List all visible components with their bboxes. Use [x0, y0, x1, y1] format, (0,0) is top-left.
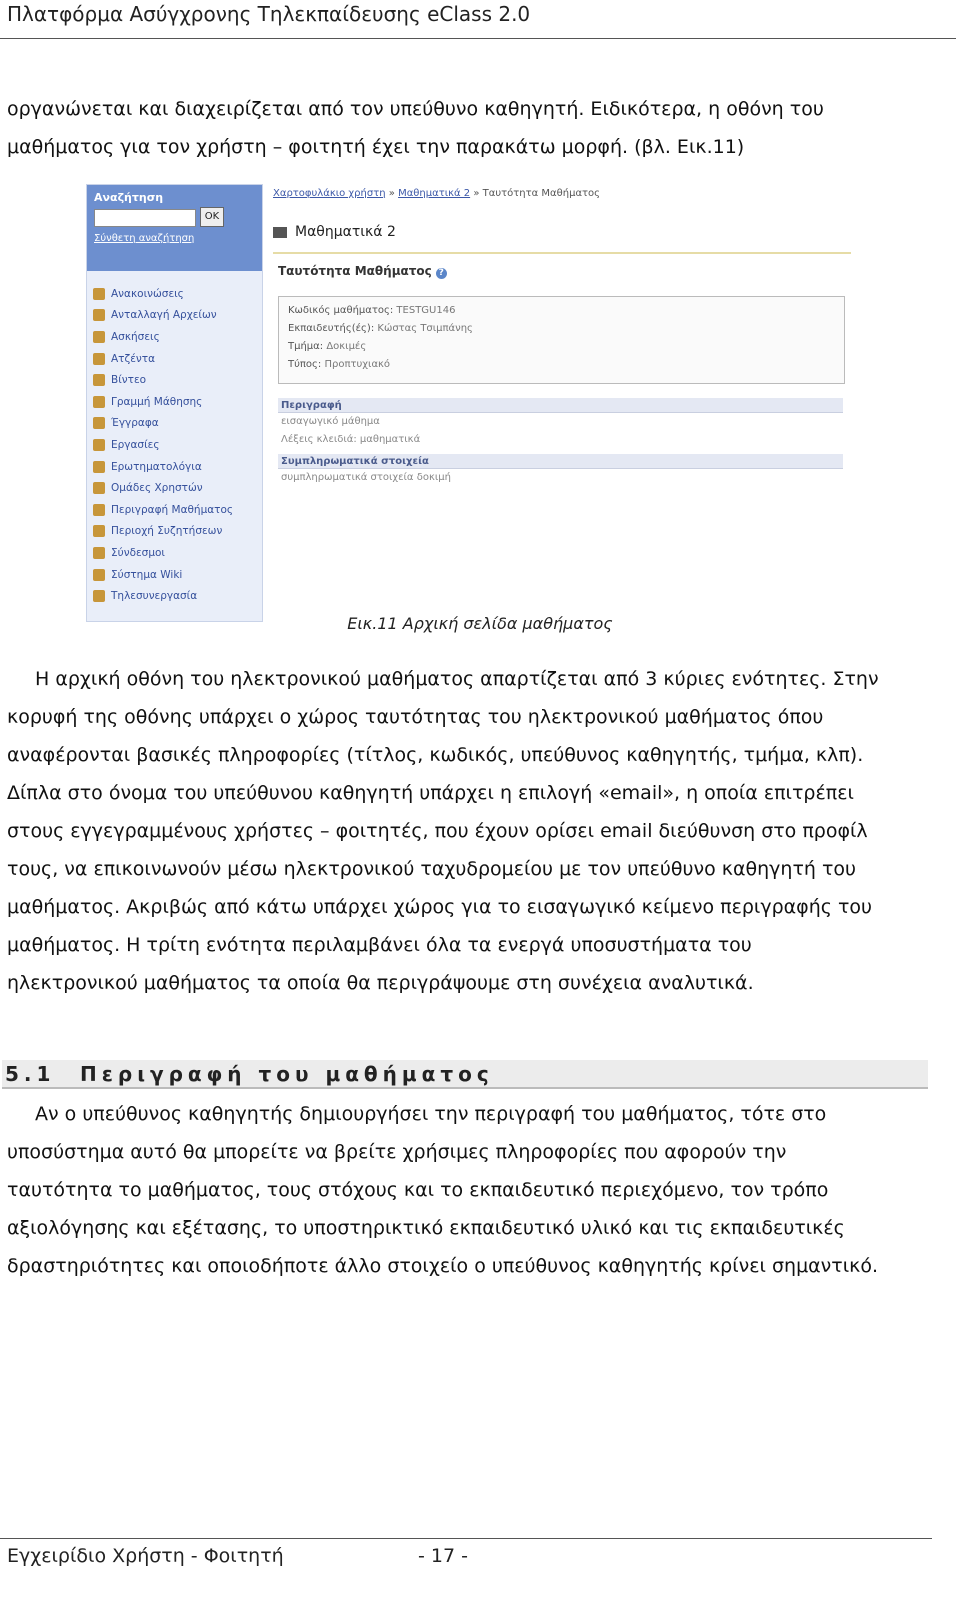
sidebar-item-label: Βίντεο	[111, 374, 147, 387]
course-main	[273, 184, 873, 620]
body-paragraph	[7, 660, 953, 1002]
forum-icon	[93, 525, 105, 537]
footer-title: Εγχειρίδιο Χρήστη - Φοιτητή	[7, 1545, 284, 1567]
sidebar-item-label: Ανταλλαγή Αρχείων	[111, 309, 217, 322]
intro-paragraph	[7, 90, 953, 166]
sidebar-item[interactable]	[93, 283, 233, 305]
body-line: μαθήματος. Ακριβώς από κάτω υπάρχει χώρος για το εισαγωγικό κείμενο περιγραφής του	[7, 896, 873, 918]
video-icon	[93, 374, 105, 386]
body-line: τους, να επικοινωνούν μέσω ηλεκτρονικού ταχυδρομείου με τον υπεύθυνο καθηγητή του	[7, 858, 857, 880]
breadcrumb-course[interactable]: Μαθηματικά 2	[398, 188, 471, 199]
page-number: - 17 -	[418, 1545, 468, 1567]
sidebar-item[interactable]	[93, 477, 233, 499]
sidebar-item[interactable]	[93, 413, 233, 435]
folder-exchange-icon	[93, 309, 105, 321]
body-line: ταυτότητα το μαθήματος, τους στόχους και το εκπαιδευτικό περιεχόμενο, τον τρόπο	[7, 1179, 829, 1201]
identity-heading	[278, 264, 447, 279]
sidebar-item-label: Τηλεσυνεργασία	[111, 590, 198, 603]
sidebar	[86, 184, 263, 622]
body-line: Η αρχική οθόνη του ηλεκτρονικού μαθήματος απαρτίζεται από 3 κύριες ενότητες. Στην	[35, 668, 879, 690]
search-title: Αναζήτηση	[94, 191, 164, 204]
breadcrumb-current: Ταυτότητα Μαθήματος	[482, 188, 601, 199]
breadcrumb	[273, 188, 600, 199]
course-title	[273, 224, 396, 240]
links-icon	[93, 547, 105, 559]
sidebar-item[interactable]	[93, 456, 233, 478]
teleconference-icon	[93, 590, 105, 602]
sidebar-item-label: Ανακοινώσεις	[111, 287, 184, 300]
wiki-icon	[93, 569, 105, 581]
sidebar-item-label: Ερωτηματολόγια	[111, 460, 202, 473]
info-row-instructor: Εκπαιδευτής(ές): Κώστας Τσιμπάνης	[288, 323, 473, 334]
book-icon	[273, 227, 287, 238]
documents-icon	[93, 417, 105, 429]
body-line: αναφέρονται βασικές πληροφορίες (τίτλος, κωδικός, υπεύθυνος καθηγητής, τμήμα, κλπ).	[7, 744, 864, 766]
sidebar-item[interactable]	[93, 499, 233, 521]
sidebar-item[interactable]	[93, 348, 233, 370]
sidebar-item[interactable]	[93, 326, 233, 348]
figure-caption: Εικ.11 Αρχική σελίδα μαθήματος	[347, 614, 613, 633]
body-line: δραστηριότητες και οποιοδήποτε άλλο στοιχείο ο υπεύθυνος καθηγητής κρίνει σημαντικό.	[7, 1255, 879, 1277]
divider	[273, 252, 851, 254]
learning-path-icon	[93, 396, 105, 408]
body-line: αξιολόγησης και εξέτασης, το υποστηρικτικό εκπαιδευτικό υλικό και τις εκπαιδευτικές	[7, 1217, 845, 1239]
body-line: ηλεκτρονικού μαθήματος τα οποία θα περιγράψουμε στη συνέχεια αναλυτικά.	[7, 972, 754, 994]
sidebar-item[interactable]	[93, 564, 233, 586]
body-line: Δίπλα στο όνομα του υπεύθυνου καθηγητή υπάρχει η επιλογή «email», η οποία επιτρέπει	[7, 782, 854, 804]
sidebar-item[interactable]	[93, 585, 233, 607]
sidebar-item-label: Ατζέντα	[111, 352, 155, 365]
section-paragraph	[7, 1095, 953, 1285]
search-ok-button[interactable]: OK	[200, 207, 224, 227]
sidebar-item-label: Περιγραφή Μαθήματος	[111, 503, 234, 516]
info-row-code: Κωδικός μαθήματος: TESTGU146	[288, 305, 456, 316]
course-screenshot-figure	[86, 184, 876, 620]
course-info-box	[278, 296, 845, 384]
sidebar-item-label: Εργασίες	[111, 438, 160, 451]
info-row-department: Τμήμα: Δοκιμές	[288, 341, 367, 352]
groups-icon	[93, 482, 105, 494]
course-title-text: Μαθηματικά 2	[295, 224, 396, 240]
sidebar-item-label: Σύστημα Wiki	[111, 568, 183, 581]
breadcrumb-portfolio[interactable]: Χαρτοφυλάκιο χρήστη	[273, 188, 386, 199]
keywords-text: Λέξεις κλειδιά: μαθηματικά	[281, 434, 421, 445]
header-title: Πλατφόρμα Ασύγχρονης Τηλεκπαίδευσης eClass 2.0	[7, 2, 531, 26]
description-icon	[93, 504, 105, 516]
sidebar-item[interactable]	[93, 369, 233, 391]
body-line: μαθήματος. Η τρίτη ενότητα περιλαμβάνει όλα τα ενεργά υποσυστήματα του	[7, 934, 752, 956]
extra-info-text: συμπληρωματικά στοιχεία δοκιμή	[281, 472, 451, 483]
tools-menu	[93, 283, 233, 607]
questionnaire-icon	[93, 461, 105, 473]
sidebar-item[interactable]	[93, 305, 233, 327]
intro-line: μαθήματος για τον χρήστη – φοιτητή έχει την παρακάτω μορφή. (βλ. Εικ.11)	[7, 136, 745, 158]
page-header	[0, 0, 956, 39]
breadcrumb-separator: »	[388, 188, 395, 199]
assignments-icon	[93, 439, 105, 451]
sidebar-item-label: Σύνδεσμοι	[111, 546, 165, 559]
sidebar-item[interactable]	[93, 542, 233, 564]
sidebar-item-label: Περιοχή Συζητήσεων	[111, 525, 223, 538]
sidebar-item[interactable]	[93, 391, 233, 413]
intro-line: οργανώνεται και διαχειρίζεται από τον υπεύθυνο καθηγητή. Ειδικότερα, η οθόνη του	[7, 98, 824, 120]
exercise-icon	[93, 331, 105, 343]
body-line: στους εγγεγραμμένους χρήστες – φοιτητές, που έχουν ορίσει email διεύθυνση στο προφίλ	[7, 820, 868, 842]
sidebar-item[interactable]	[93, 521, 233, 543]
sidebar-item-label: Ομάδες Χρηστών	[111, 482, 203, 495]
sidebar-item[interactable]	[93, 434, 233, 456]
sidebar-item-label: Γραμμή Μάθησης	[111, 395, 203, 408]
advanced-search-link[interactable]: Σύνθετη αναζήτηση	[94, 233, 195, 244]
extra-info-heading: Συμπληρωματικά στοιχεία	[278, 454, 843, 469]
page-footer	[0, 1538, 932, 1579]
body-line: Αν ο υπεύθυνος καθηγητής δημιουργήσει την περιγραφή του μαθήματος, τότε στο	[35, 1103, 827, 1125]
body-line: κορυφή της οθόνης υπάρχει ο χώρος ταυτότητας του ηλεκτρονικού μαθήματος όπου	[7, 706, 824, 728]
sidebar-item-label: Ασκήσεις	[111, 330, 160, 343]
sidebar-item-label: Έγγραφα	[111, 417, 159, 430]
megaphone-icon	[93, 288, 105, 300]
info-row-type: Τύπος: Προπτυχιακό	[288, 359, 391, 370]
description-text: εισαγωγικό μάθημα	[281, 416, 380, 427]
breadcrumb-separator: »	[473, 188, 480, 199]
body-line: υποσύστημα αυτό θα μπορείτε να βρείτε χρήσιμες πληροφορίες που αφορούν την	[7, 1141, 787, 1163]
search-input[interactable]	[94, 209, 196, 227]
description-heading: Περιγραφή	[278, 398, 843, 413]
section-title: Περιγραφή του μαθήματος	[80, 1062, 494, 1086]
search-panel	[87, 185, 262, 271]
help-icon[interactable]: ?	[436, 268, 447, 279]
identity-title: Ταυτότητα Μαθήματος	[278, 264, 432, 278]
section-number: 5.1	[5, 1062, 56, 1086]
calendar-icon	[93, 353, 105, 365]
